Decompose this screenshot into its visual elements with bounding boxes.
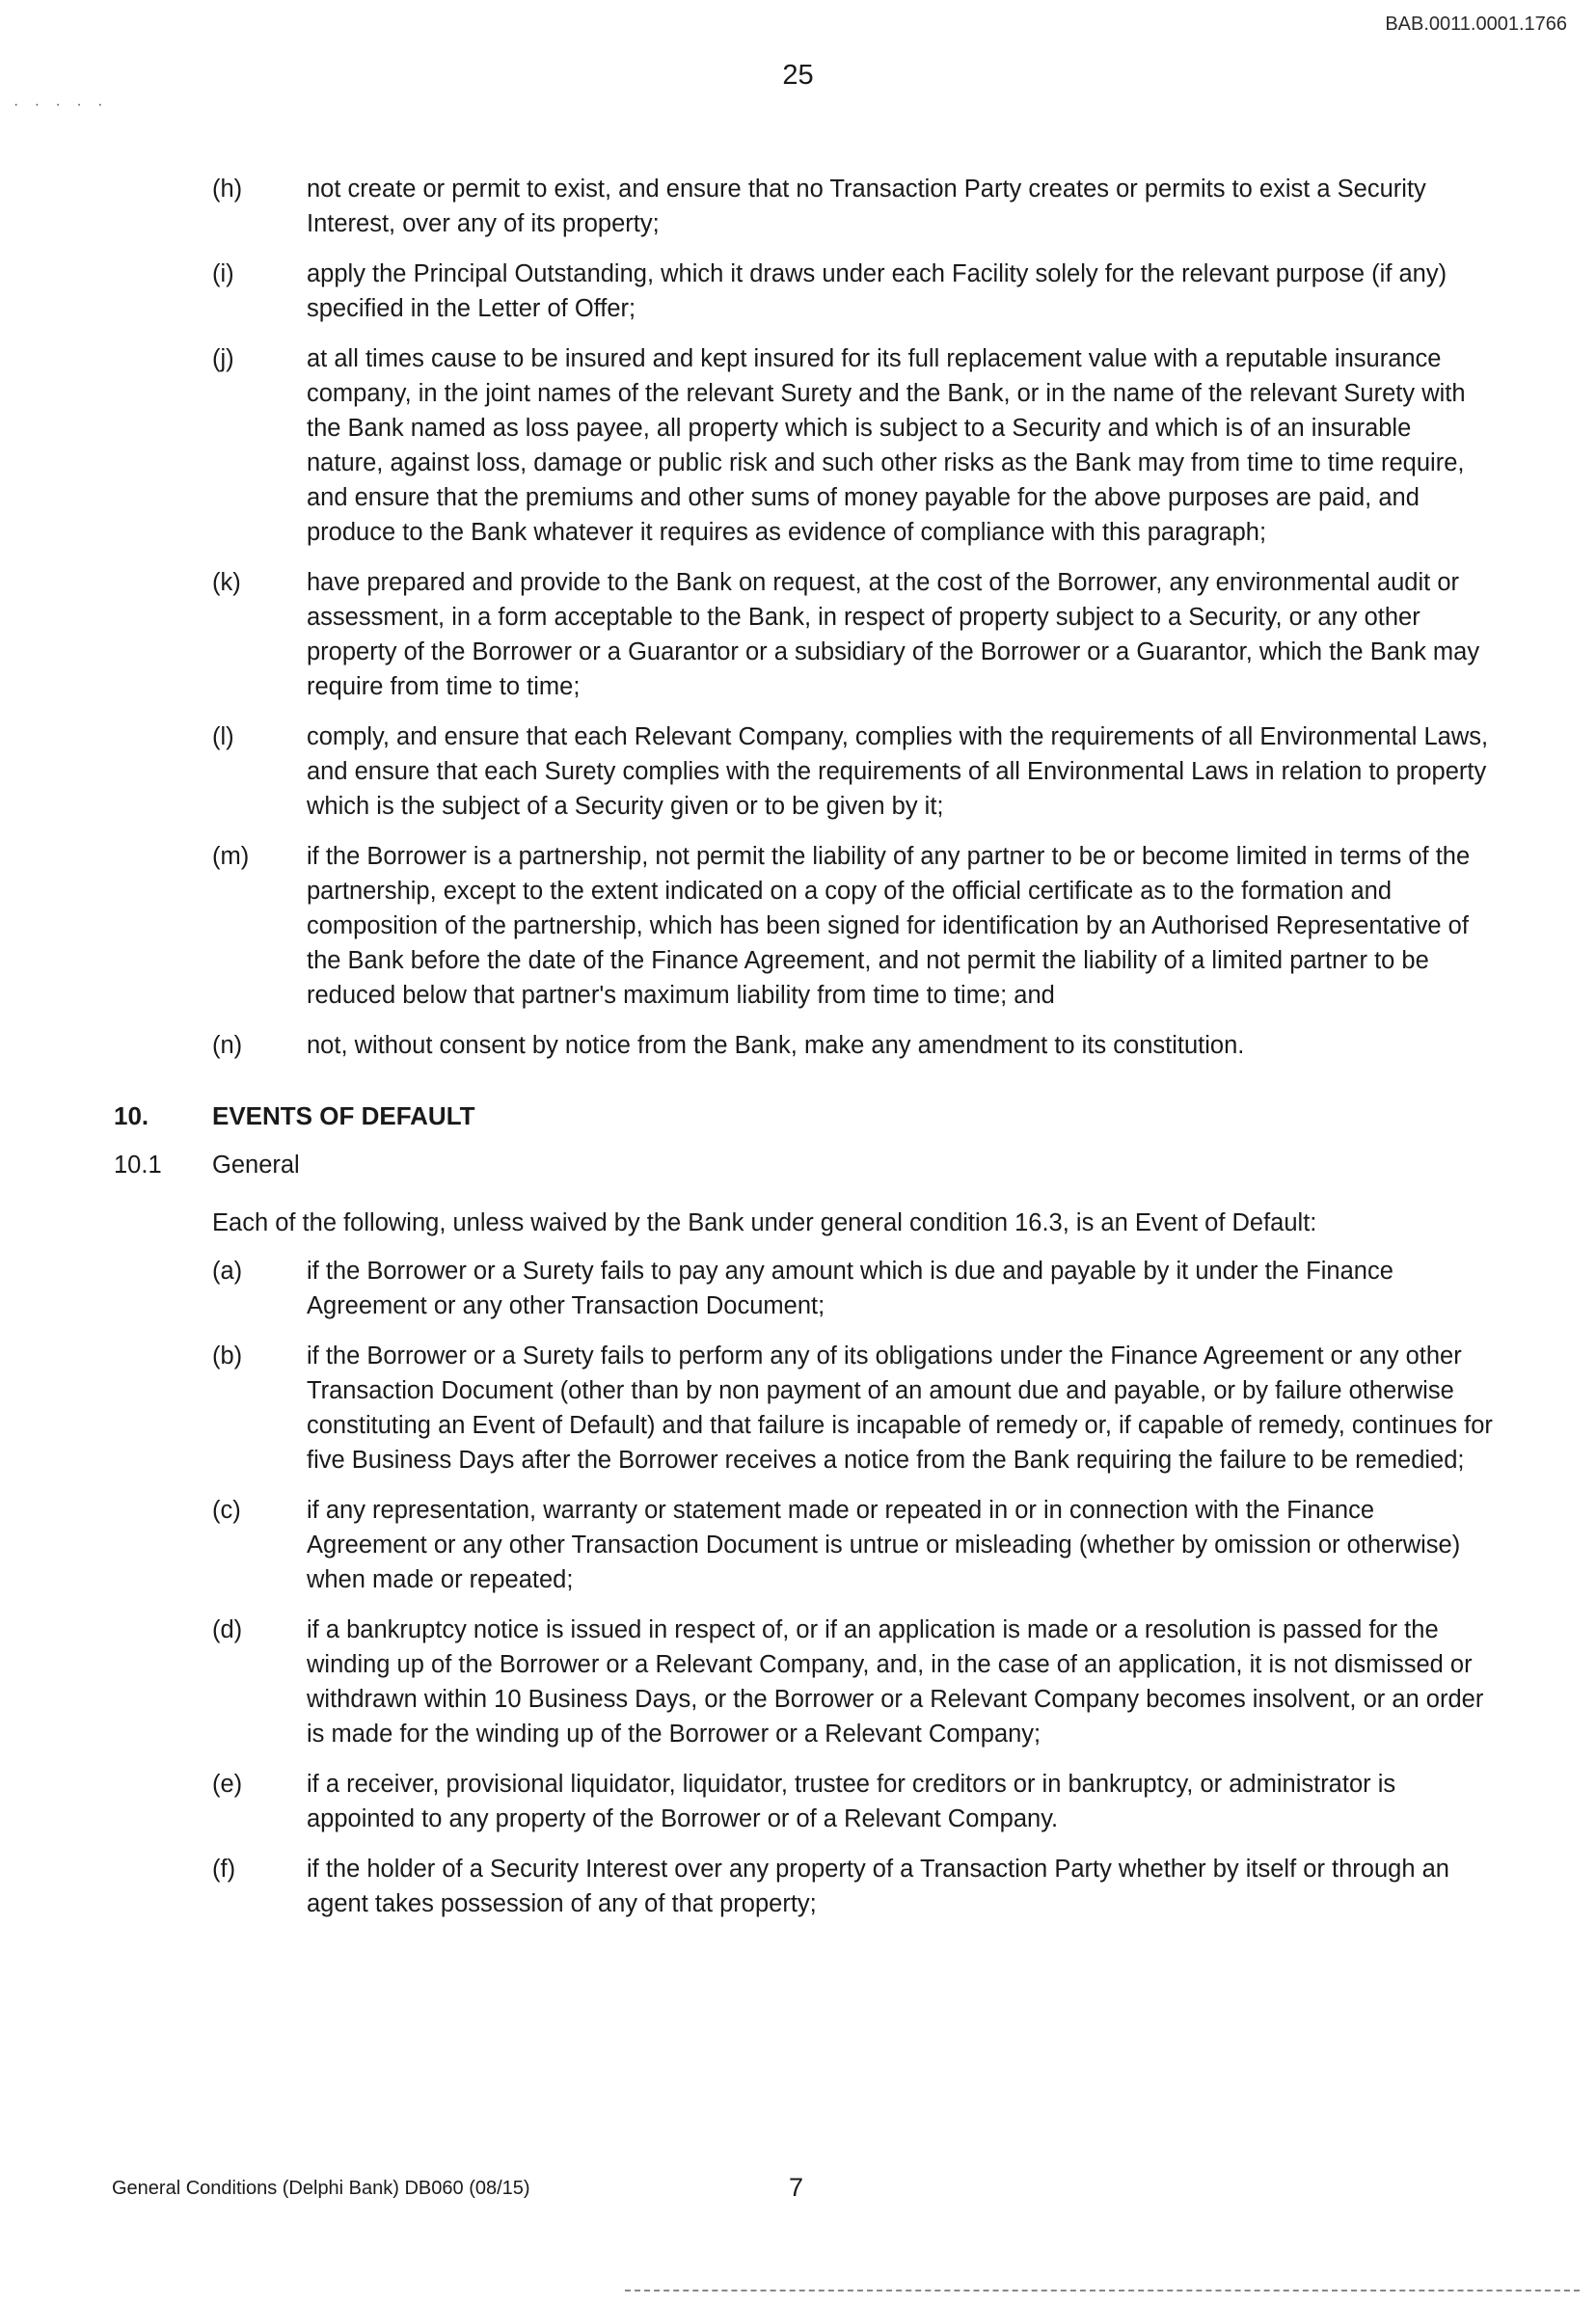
item-text: if the Borrower is a partnership, not permit the liability of any partner to be or become limited in terms of the partnership, except to the extent indicated on a copy of the official certificate as to the formation and composition of the partnership, which has been signed for identification by an Authorised Representative of the Bank before the date of the Finance Agreement, and not permit the liability of a limited partner to be reduced below that partner's maximum liability from time to time; and [307,843,1471,1009]
item-label: (l) [212,723,234,750]
list-item [0,341,1596,550]
item-label: (c) [212,1497,241,1524]
item-text: if any representation, warranty or statement made or repeated in or in connection with the Finance Agreement or any other Transaction Document is untrue or misleading (whether by omission or otherwise) when made or repeated; [307,1497,1461,1593]
scan-artifact-line [625,2290,1580,2291]
list-item [0,1028,1596,1063]
intro-paragraph: Each of the following, unless waived by the Bank under general condition 16.3, is an Event of Default: [212,1209,1317,1236]
document-id: BAB.0011.0001.1766 [1385,14,1567,35]
list-item [0,1254,1596,1323]
list-item [0,719,1596,824]
item-text: if a bankruptcy notice is issued in respect of, or if an application is made or a resolution is passed for the winding up of the Borrower or a Relevant Company, and, in the case of an application, it is not dismissed or withdrawn within 10 Business Days, or the Borrower or a Relevant Company becomes insolvent, or an order is made for the winding up of the Borrower or a Relevant Company; [307,1616,1484,1748]
covenant-list [0,172,1596,1063]
item-label: (j) [212,345,234,372]
item-text: at all times cause to be insured and kept insured for its full replacement value with a reputable insurance company, in the joint names of the relevant Surety and the Bank, or in the name of the relevant Surety with the Bank named as loss payee, all property which is subject to a Security and which is of an insurable nature, against loss, damage or public risk and such other risks as the Bank may from time to time require, and ensure that the premiums and other sums of money payable for the above purposes are paid, and produce to the Bank whatever it requires as evidence of compliance with this paragraph; [307,345,1466,546]
item-label: (e) [212,1771,243,1798]
item-label: (a) [212,1258,243,1285]
list-item [0,1767,1596,1836]
list-item [0,1493,1596,1597]
item-text: if the Borrower or a Surety fails to pay any amount which is due and payable by it under the Finance Agreement or any other Transaction Document; [307,1258,1393,1319]
section-number: 10. [114,1101,149,1130]
list-item [0,172,1596,241]
subsection-title: General [212,1152,300,1179]
default-list [0,1254,1596,1921]
subsection-heading [0,1152,1596,1186]
scan-specks: · · · · · [14,96,109,113]
section-title: EVENTS OF DEFAULT [212,1101,475,1130]
section-heading [0,1101,1596,1140]
footer-document-title: General Conditions (Delphi Bank) DB060 (08/15) [112,2178,530,2199]
item-text: have prepared and provide to the Bank on request, at the cost of the Borrower, any environmental audit or assessment, in a form acceptable to the Bank, in respect of property subject to a Security, or any other property of the Borrower or a Guarantor or a subsidiary of the Borrower or a Guarantor, which the Bank may require from time to time; [307,569,1480,700]
list-item [0,1852,1596,1921]
subsection-number: 10.1 [114,1152,162,1179]
item-text: if the Borrower or a Surety fails to perform any of its obligations under the Finance Agreement or any other Transaction Document (other than by non payment of an amount due and payable, or by failure otherwise constituting an Event of Default) and that failure is incapable of remedy or, if capable of remedy, continues for five Business Days after the Borrower receives a notice from the Bank requiring the failure to be remedied; [307,1342,1493,1474]
item-label: (h) [212,176,243,203]
item-text: comply, and ensure that each Relevant Company, complies with the requirements of all Environmental Laws, and ensure that each Surety complies with the requirements of all Environmental Laws in relation to property which is the subject of a Security given or to be given by it; [307,723,1489,820]
footer-page-number: 7 [789,2173,804,2202]
item-text: not, without consent by notice from the Bank, make any amendment to its constitution. [307,1032,1245,1059]
item-label: (m) [212,843,250,870]
page-number-top: 25 [782,60,814,91]
page-content [0,172,1596,1937]
item-text: apply the Principal Outstanding, which it draws under each Facility solely for the relevant purpose (if any) specified in the Letter of Offer; [307,260,1447,322]
item-label: (i) [212,260,234,287]
item-label: (b) [212,1342,243,1369]
item-text: if the holder of a Security Interest over any property of a Transaction Party whether by itself or through an agent takes possession of any of that property; [307,1856,1449,1917]
list-item [0,1613,1596,1751]
item-label: (f) [212,1856,236,1883]
list-item [0,839,1596,1013]
item-text: not create or permit to exist, and ensure that no Transaction Party creates or permits to exist a Security Interest, over any of its property; [307,176,1426,237]
list-item [0,257,1596,326]
list-item [0,1339,1596,1478]
list-item [0,565,1596,704]
item-label: (n) [212,1032,243,1059]
item-text: if a receiver, provisional liquidator, liquidator, trustee for creditors or in bankruptcy, or administrator is appointed to any property of the Borrower or of a Relevant Company. [307,1771,1396,1832]
item-label: (d) [212,1616,243,1643]
item-label: (k) [212,569,241,596]
